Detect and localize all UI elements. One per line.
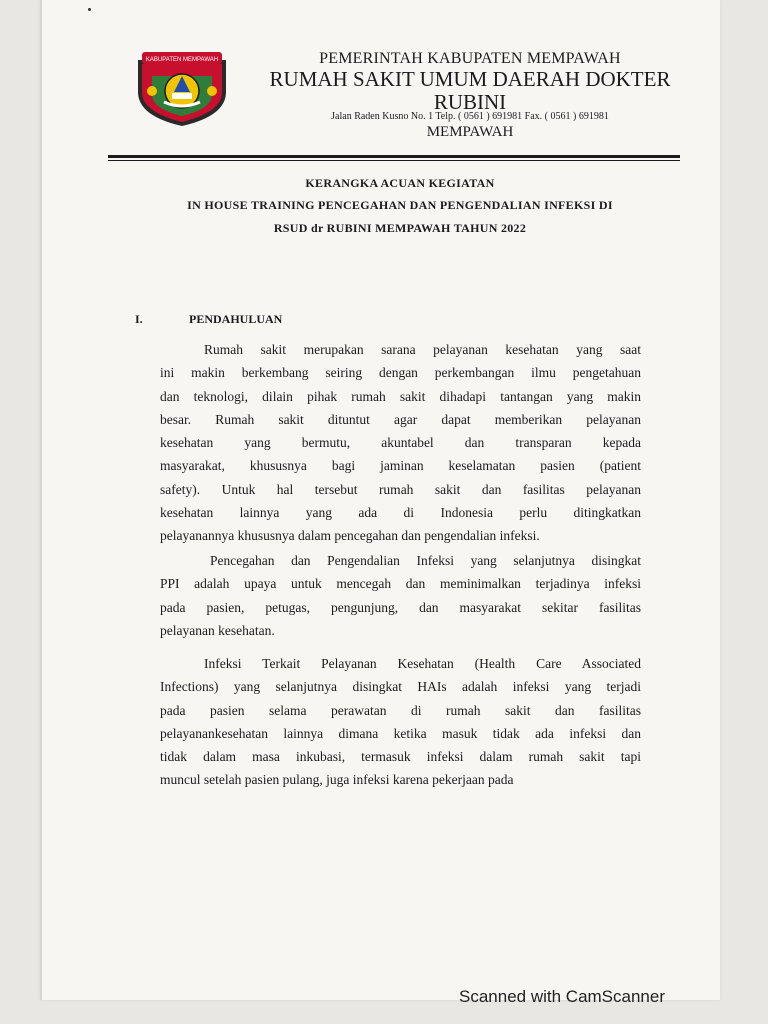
paragraph-3: [160, 652, 641, 792]
paragraph-line: safety). Untuk hal tersebut rumah sakit dan fasilitas pelayanan: [160, 481, 641, 497]
section-label: PENDAHULUAN: [189, 312, 283, 326]
header-divider-thick: [108, 155, 680, 158]
paragraph-line: pelayanannya khususnya dalam pencegahan dan pengendalian infeksi.: [160, 528, 540, 544]
paragraph-line: masyarakat, khususnya bagi jaminan keselamatan pasien (patient: [160, 458, 641, 474]
document-subtitle: IN HOUSE TRAINING PENCEGAHAN DAN PENGENDALIAN INFEKSI DI: [187, 198, 613, 212]
paragraph-line: PPI adalah upaya untuk mencegah dan meminimalkan terjadinya infeksi: [160, 576, 641, 592]
document-page: [40, 0, 720, 1000]
paragraph-line: Infections) yang selanjutnya disingkat HAIs adalah infeksi yang terjadi: [160, 679, 641, 695]
header-government: PEMERINTAH KABUPATEN MEMPAWAH: [319, 50, 621, 67]
paragraph-1: [160, 338, 641, 548]
paragraph-line: pada pasien, petugas, pengunjung, dan masyarakat sekitar fasilitas: [160, 599, 641, 615]
paragraph-2: [160, 549, 641, 642]
header-address: Jalan Raden Kusno No. 1 Telp. ( 0561 ) 691981 Fax. ( 0561 ) 691981: [331, 111, 609, 122]
paragraph-line: Infeksi Terkait Pelayanan Kesehatan (Health Care Associated: [204, 656, 641, 671]
header-hospital-name-cont: RUBINI: [433, 90, 507, 114]
paragraph-line: kesehatan yang bermutu, akuntabel dan transparan kepada: [160, 435, 641, 451]
paragraph-line: besar. Rumah sakit dituntut agar dapat memberikan pelayanan: [160, 411, 641, 427]
header-divider-thin: [108, 160, 680, 161]
svg-text:KABUPATEN MEMPAWAH: KABUPATEN MEMPAWAH: [145, 57, 219, 63]
header-city: MEMPAWAH: [426, 124, 514, 140]
paragraph-line: pelayanankesehatan lainnya dimana ketika masuk tidak ada infeksi dan: [160, 725, 641, 741]
header-hospital-name: RUMAH SAKIT UMUM DAERAH DOKTER: [269, 67, 671, 91]
paragraph-line: ini makin berkembang seiring dengan perkembangan ilmu pengetahuan: [160, 365, 641, 381]
paragraph-line: tidak dalam masa inkubasi, termasuk infeksi dalam rumah sakit tapi: [160, 749, 641, 765]
paragraph-line: pelayanan kesehatan.: [160, 622, 275, 638]
document-title: KERANGKA ACUAN KEGIATAN: [305, 176, 495, 190]
section-number: I.: [135, 312, 143, 326]
document-subtitle-cont: RSUD dr RUBINI MEMPAWAH TAHUN 2022: [273, 221, 527, 235]
kabupaten-mempawah-logo: [128, 46, 236, 128]
paragraph-line: muncul setelah pasien pulang, juga infeksi karena pekerjaan pada: [160, 772, 514, 788]
paragraph-line: dan teknologi, dilain pihak rumah sakit dihadapi tantangan yang makin: [160, 388, 641, 404]
scan-speck: [88, 8, 91, 11]
camscanner-watermark: Scanned with CamScanner: [459, 987, 666, 1006]
paragraph-line: Rumah sakit merupakan sarana pelayanan kesehatan yang saat: [204, 342, 641, 357]
paragraph-line: pada pasien selama perawatan di rumah sakit dan fasilitas: [160, 702, 641, 718]
paragraph-line: Pencegahan dan Pengendalian Infeksi yang selanjutnya disingkat: [210, 553, 641, 568]
paragraph-line: kesehatan lainnya yang ada di Indonesia perlu ditingkatkan: [160, 505, 641, 521]
